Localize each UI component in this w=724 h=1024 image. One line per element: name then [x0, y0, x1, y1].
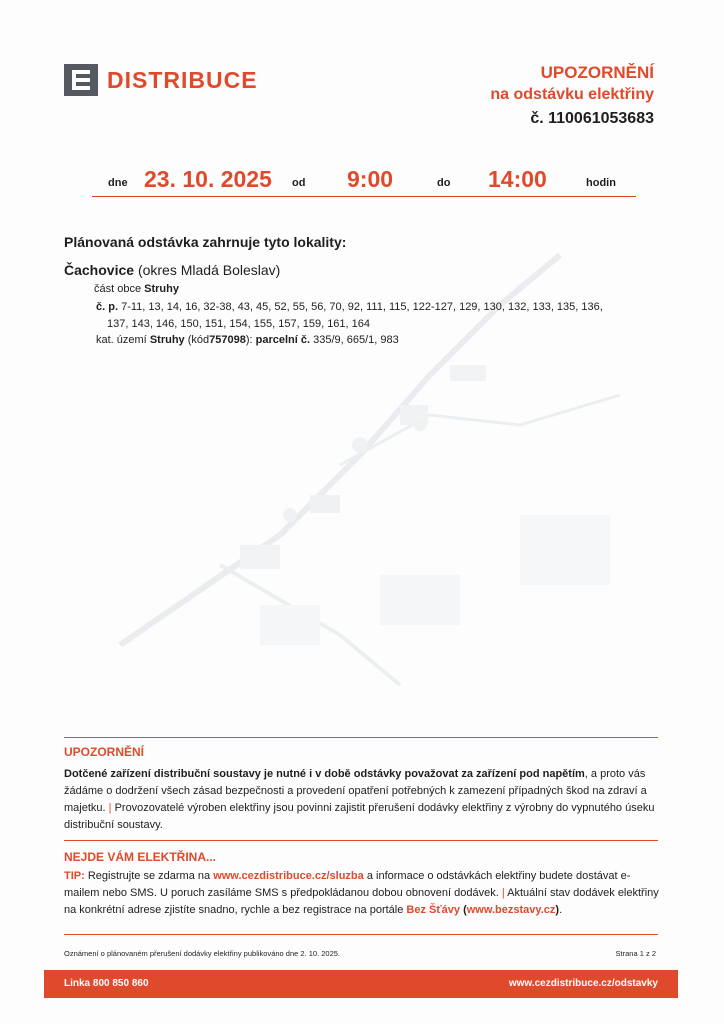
- town-district: (okres Mladá Boleslav): [137, 262, 281, 278]
- brand-name: DISTRIBUCE: [107, 66, 258, 93]
- notice-title-block: [490, 62, 654, 132]
- bezstavy-link[interactable]: www.bezstavy.cz: [466, 904, 556, 916]
- tip-label: TIP:: [64, 870, 85, 882]
- from-label: od: [292, 177, 306, 189]
- divider-warning: [64, 737, 658, 738]
- warning-title: UPOZORNĚNÍ: [64, 745, 145, 759]
- cadastre-name: Struhy: [149, 334, 185, 346]
- parcel-numbers: 335/9, 665/1, 983: [313, 334, 399, 346]
- publication-note: Oznámení o plánovaném přerušení dodávky elektřiny publikováno dne 2. 10. 2025.: [64, 949, 341, 958]
- tip-title: NEJDE VÁM ELEKTŘINA...: [64, 850, 217, 864]
- town-name: Čachovice: [64, 262, 135, 278]
- time-unit: hodin: [586, 177, 616, 189]
- tip-text-1: Registrujte se zdarma na: [87, 870, 211, 882]
- tip-text-2: a informace o odstávkách elektřiny budete dostávat e-mailem nebo SMS. U poruch zasíláme SMS s předpokládanou dobou obnovení dodávek.: [64, 870, 631, 899]
- outage-end-time: 14:00: [488, 166, 547, 192]
- cez-logo: [64, 64, 258, 96]
- tip-separator: |: [501, 887, 505, 899]
- page-number: Strana 1 z 2: [615, 949, 656, 958]
- divider-tip: [64, 840, 658, 841]
- tip-text-3: Aktuální stav dodávek elektřiny na konkrétní adrese zjistíte snadno, rychle a bez registrace na portále: [64, 887, 659, 916]
- cadastre-line: [96, 334, 399, 346]
- to-label: do: [437, 177, 451, 189]
- locations-heading: Plánovaná odstávka zahrnuje tyto lokality:: [64, 234, 347, 250]
- notice-number: č. 110061053683: [530, 110, 654, 127]
- warning-bold-text: Dotčené zařízení distribuční soustavy je nutné i v době odstávky považovat za zařízení pod napětím: [64, 768, 585, 780]
- cadastre-code-label: (kód: [187, 334, 210, 346]
- date-label: dne: [108, 177, 128, 189]
- warning-text: [64, 766, 664, 834]
- town-part-label: část obce: [94, 283, 142, 295]
- hotline: Linka 800 850 860: [64, 978, 149, 989]
- tip-end: .: [559, 904, 563, 916]
- notice-subtitle: na odstávku elektřiny: [490, 86, 654, 103]
- portal-name: Bez Šťávy: [406, 904, 460, 916]
- outage-start-time: 9:00: [347, 166, 394, 192]
- notice-title: UPOZORNĚNÍ: [540, 63, 654, 82]
- house-numbers: [96, 299, 656, 333]
- cez-logo-icon: [64, 64, 98, 96]
- registration-link[interactable]: www.cezdistribuce.cz/sluzba: [213, 870, 364, 882]
- cadastre-code: 757098: [209, 334, 246, 346]
- tip-text: TIP: Registrujte se zdarma na www.cezdistribuce.cz/sluzba a informace o odstávkách elektřiny budete dostávat e-mailem nebo SMS. U poruch zasíláme SMS s předpokládanou dobou obnovení dodávek. | Aktuální stav dodávek elektřiny na konkrétní adrese zjistíte snadno, rychle a bez registrace na portále Bez Šťávy (www.bezstavy.cz).: [64, 870, 659, 916]
- outages-link[interactable]: www.cezdistribuce.cz/odstavky: [508, 978, 658, 989]
- cadastre-code-end: ):: [245, 334, 253, 346]
- house-numbers-label: č. p.: [96, 301, 119, 313]
- town-part-name: Struhy: [144, 283, 179, 295]
- town-part: [94, 283, 179, 295]
- warning-separator: |: [108, 802, 112, 814]
- house-numbers-line-1: 7-11, 13, 14, 16, 32-38, 43, 45, 52, 55, 56, 70, 92, 111, 115, 122-127, 129, 130, 132, 133, 135, 136,: [121, 301, 603, 313]
- warning-text-1: , a proto vás žádáme o dodržení všech zásad bezpečnosti a provedení opatření potřebných k zamezení případných škod na zdraví a majetku.: [64, 768, 647, 814]
- outage-schedule: [92, 166, 636, 197]
- town-line: [64, 262, 280, 278]
- outage-date: 23. 10. 2025: [144, 166, 272, 192]
- footer-bar: [44, 970, 678, 998]
- parcel-label: parcelní č.: [255, 334, 311, 346]
- map-background: [100, 215, 660, 735]
- warning-text-2: Provozovatelé výroben elektřiny jsou povinni zajistit přerušení dodávky elektřiny z výrobny do vypnutého úseku distribuční soustavy.: [64, 802, 655, 831]
- cadastre-label: kat. území: [96, 334, 147, 346]
- divider-footer: [64, 934, 658, 935]
- house-numbers-line-2: 137, 143, 146, 150, 151, 154, 155, 157, 159, 161, 164: [107, 318, 371, 330]
